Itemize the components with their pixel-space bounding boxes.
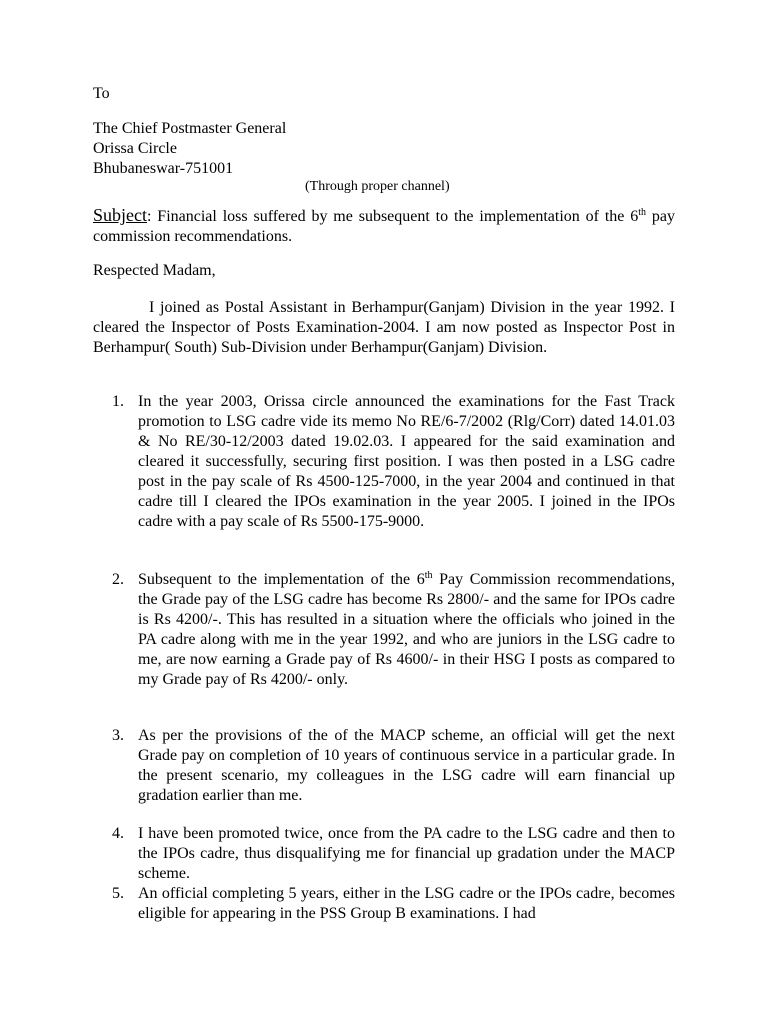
list-item xyxy=(112,726,675,806)
list-item xyxy=(112,824,675,884)
recipient-address xyxy=(93,119,675,179)
recipient-line: Orissa Circle xyxy=(93,140,177,157)
list-number: 5. xyxy=(112,885,124,902)
subject-text: pay commission recommendations. xyxy=(93,208,676,245)
intro-paragraph: I joined as Postal Assistant in Berhampur(Ganjam) Division in the year 1992. I cleared the Inspector of Posts Examination-2004. I am now posted as Inspector Post in Berhampur( South) Sub-Division under Berhampur(Ganjam) Division. xyxy=(93,299,675,356)
list-number: 1. xyxy=(112,393,124,410)
list-number: 2. xyxy=(112,571,124,588)
superscript: th xyxy=(424,570,433,581)
list-item-text: In the year 2003, Orissa circle announced the examinations for the Fast Track promotion to LSG cadre vide its memo No RE/6-7/2002 (Rlg/Corr) dated 14.01.03 & No RE/30-12/2003 dated 19.02.03. I appeared for the said examination and cleared it successfully, securing first position. I was then posted in a LSG cadre post in the pay scale of Rs 4500-125-7000, in the year 2004 and continued in that cadre till I cleared the IPOs examination in the year 2005. I joined in the IPOs cadre with a pay scale of Rs 5500-175-9000. xyxy=(138,393,675,530)
list-item xyxy=(112,884,675,924)
superscript: th xyxy=(638,207,647,218)
subject-heading: Subject xyxy=(93,205,147,225)
list-item-text-part: Subsequent to the implementation of the 6 xyxy=(138,571,425,588)
list-item-text: As per the provisions of the of the MACP scheme, an official will get the next Grade pay on completion of 10 years of continuous service in a particular grade. In the present scenario, my colleagues in the LSG cadre will earn financial up gradation earlier than me. xyxy=(138,727,675,804)
list-item-text: I have been promoted twice, once from the PA cadre to the LSG cadre and then to the IPOs cadre, thus disqualifying me for financial up gradation under the MACP scheme. xyxy=(138,825,675,882)
recipient-line: The Chief Postmaster General xyxy=(93,120,287,137)
list-item xyxy=(112,392,675,532)
through-channel-note: (Through proper channel) xyxy=(305,179,450,194)
salutation: Respected Madam, xyxy=(93,262,216,279)
list-number: 3. xyxy=(112,727,124,744)
to-line: To xyxy=(93,85,110,102)
list-item-text: An official completing 5 years, either in the LSG cadre or the IPOs cadre, becomes eligible for appearing in the PSS Group B examinations. I had xyxy=(138,885,675,922)
list-item-text-part: Pay Commission recommendations, the Grade pay of the LSG cadre has become Rs 2800/- and the same for IPOs cadre is Rs 4200/-. This has resulted in a situation where the officials who joined in the PA cadre along with me in the year 1992, and who are juniors in the LSG cadre to me, are now earning a Grade pay of Rs 4600/- in their HSG I posts as compared to my Grade pay of Rs 4200/- only. xyxy=(138,571,675,688)
list-item xyxy=(112,570,675,690)
recipient-line: Bhubaneswar-751001 xyxy=(93,160,234,177)
list-item-text xyxy=(138,570,675,690)
list-number: 4. xyxy=(112,825,124,842)
subject-line xyxy=(93,205,675,247)
subject-colon: : xyxy=(147,208,152,225)
subject-text: Financial loss suffered by me subsequent to the implementation of the 6 xyxy=(151,208,639,225)
